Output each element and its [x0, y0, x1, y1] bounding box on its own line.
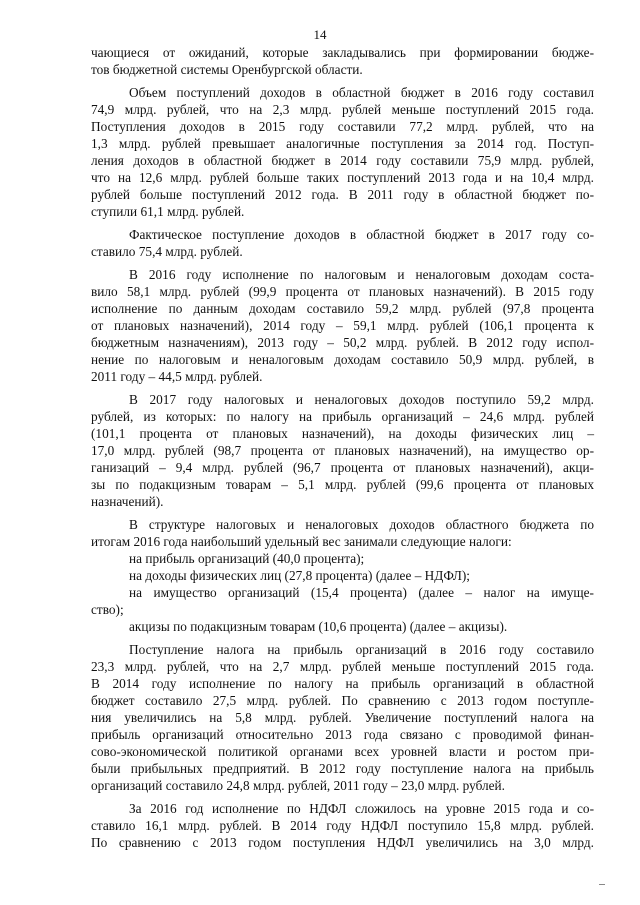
- text-line: 74,9 млрд. рублей, что на 2,3 млрд. рублей меньше поступлений 2015 года.: [91, 102, 594, 117]
- text-line: 17,0 млрд. рублей (98,7 процента от плановых назначений), на имущество ор-: [91, 443, 594, 458]
- text-line: ния увеличились на 5,8 млрд. рублей. Увеличение поступлений налога на: [91, 710, 594, 725]
- text-line: В 2016 году исполнение по налоговым и неналоговым доходам соста-: [129, 267, 594, 282]
- text-line: нение по налоговым и неналоговым доходам составило 50,9 млрд. рублей, в: [91, 352, 594, 367]
- text-line: назначений).: [91, 494, 164, 509]
- text-line: рублей, из которых: по налогу на прибыль организаций – 24,6 млрд. рублей: [91, 409, 594, 424]
- text-line: ставило 75,4 млрд. рублей.: [91, 244, 243, 259]
- body-text: [91, 44, 594, 851]
- text-line: ставило 16,1 млрд. рублей. В 2014 году НДФЛ поступило 15,8 млрд. рублей.: [91, 818, 594, 833]
- text-line: прибыль организаций относительно 2013 года связано с проводимой финан-: [91, 727, 594, 742]
- text-line: ступили 61,1 млрд. рублей.: [91, 204, 245, 219]
- text-line: ство);: [91, 602, 124, 617]
- page-number: 14: [313, 27, 327, 42]
- text-line: что на 12,6 млрд. рублей больше таких поступлений 2013 года и на 10,4 млрд.: [91, 170, 594, 185]
- text-line: сово-экономической политикой органами всех уровней власти и ростом при-: [91, 744, 594, 759]
- list-item: на прибыль организаций (40,0 процента);: [129, 551, 365, 566]
- list-item: акцизы по подакцизным товарам (10,6 процента) (далее – акцизы).: [129, 619, 508, 634]
- text-line: итогам 2016 года наибольший удельный вес занимали следующие налоги:: [91, 534, 512, 549]
- text-line: бюджетным назначениям), 2013 году – 50,2 млрд. рублей. В 2012 году испол-: [91, 335, 594, 350]
- list-item: на доходы физических лиц (27,8 процента) (далее – НДФЛ);: [129, 568, 470, 583]
- text-line: Поступление налога на прибыль организаций в 2016 году составило: [129, 642, 594, 657]
- text-line: бюджет составило 27,5 млрд. рублей. По сравнению с 2013 годом поступле-: [91, 693, 594, 708]
- text-line: организаций составило 24,8 млрд. рублей, 2011 году – 23,0 млрд. рублей.: [91, 778, 505, 793]
- text-line: от плановых назначений), 2014 году – 59,1 млрд. рублей (106,1 процента к: [91, 318, 594, 333]
- list-item: на имущество организаций (15,4 процента) (далее – налог на имуще-: [129, 585, 594, 600]
- text-line: Поступления доходов в 2015 году составили 77,2 млрд. рублей, что на: [91, 119, 594, 134]
- text-line: (101,1 процента от плановых назначений), на доходы физических лиц –: [91, 426, 594, 441]
- text-line: Фактическое поступление доходов в областной бюджет в 2017 году со-: [129, 227, 594, 242]
- text-line: Объем поступлений доходов в областной бюджет в 2016 году составил: [129, 85, 594, 100]
- text-line: По сравнению с 2013 годом поступления НДФЛ увеличились на 3,0 млрд.: [91, 835, 594, 850]
- margin-mark: [599, 884, 605, 885]
- text-line: рублей больше поступлений 2012 года. В 2011 году в областной бюджет по-: [91, 187, 594, 202]
- text-line: чающиеся от ожиданий, которые закладывались при формировании бюдже-: [91, 45, 594, 60]
- text-line: зы по подакцизным товарам – 5,1 млрд. рублей (99,6 процента от плановых: [91, 477, 594, 492]
- text-line: ления доходов в областной бюджет в 2014 году составили 75,9 млрд. рублей,: [91, 153, 594, 168]
- text-line: ганизаций – 9,4 млрд. рублей (96,7 процента от плановых назначений), акци-: [91, 460, 594, 475]
- text-line: 1,3 млрд. рублей превышает аналогичные поступления за 2014 год. Поступ-: [91, 136, 594, 151]
- text-line: В 2014 году исполнение по налогу на прибыль организаций в областной: [91, 676, 594, 691]
- text-line: вило 58,1 млрд. рублей (99,9 процента от плановых назначений). В 2015 году: [91, 284, 594, 299]
- text-line: В 2017 году налоговых и неналоговых доходов поступило 59,2 млрд.: [129, 392, 594, 407]
- text-line: тов бюджетной системы Оренбургской области.: [91, 62, 363, 77]
- text-line: исполнение по данным доходам составило 59,2 млрд. рублей (97,8 процента: [91, 301, 594, 316]
- text-line: За 2016 год исполнение по НДФЛ сложилось на уровне 2015 года и со-: [129, 801, 594, 816]
- text-line: В структуре налоговых и неналоговых доходов областного бюджета по: [129, 517, 594, 532]
- text-line: 23,3 млрд. рублей, что на 2,7 млрд. рублей меньше поступлений 2015 года.: [91, 659, 594, 674]
- text-line: 2011 году – 44,5 млрд. рублей.: [91, 369, 263, 384]
- text-line: были прибыльных предприятий. В 2012 году поступление налога на прибыль: [91, 761, 594, 776]
